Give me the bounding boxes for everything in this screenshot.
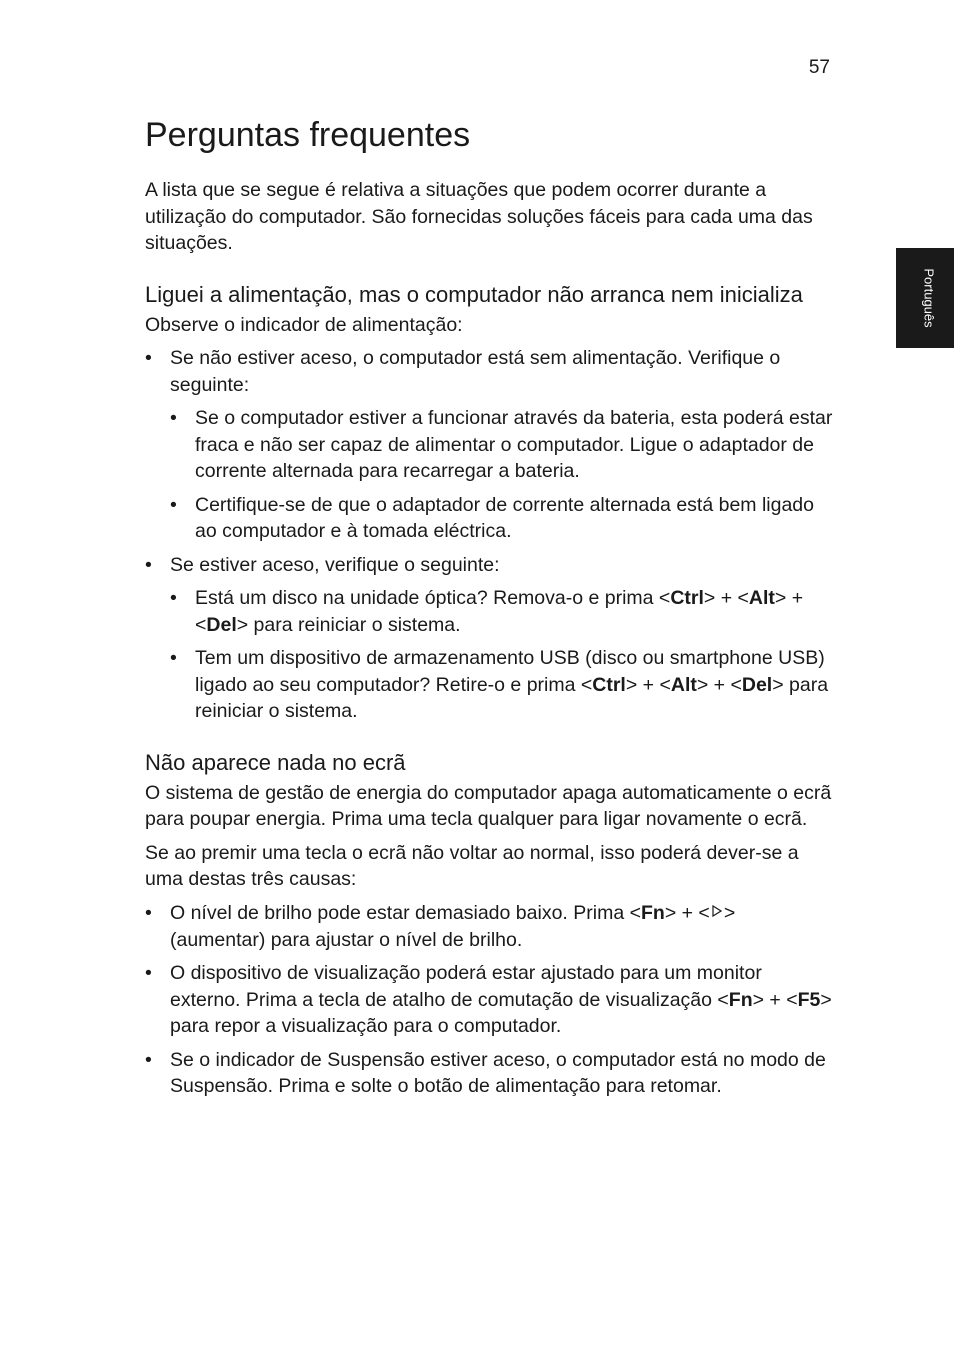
key-fn: Fn [640,901,665,924]
section-heading-blank-screen: Não aparece nada no ecrã [145,749,406,775]
list-item [145,552,835,725]
section-paragraph: Se ao premir uma tecla o ecrã não voltar ao normal, isso poderá dever-se a uma destas três causas: [145,841,799,890]
section-paragraph: O sistema de gestão de energia do computador apaga automaticamente o ecrã para poupar energia. Prima uma tecla qualquer para ligar novamente o ecrã. [145,781,832,830]
text-segment: Está um disco na unidade óptica? Remova-o e prima < [195,587,671,609]
list-item-text: Se o computador estiver a funcionar através da bateria, esta poderá estar fraca e não ser capaz de alimentar o computador. Ligue o adaptador de corrente alternada para recarregar a bateria. [195,407,833,482]
list-item [170,492,835,545]
list-item [170,405,835,485]
bullet-icon: • [145,962,152,985]
text-segment: > para repor a visualização para o computador. [170,988,832,1038]
text-segment: > + < [703,587,749,609]
key-ctrl: Ctrl [592,673,626,696]
list-item-text: Se não estiver aceso, o computador está sem alimentação. Verifique o seguinte: [170,347,781,396]
list-item-text: Se o indicador de Suspensão estiver aceso, o computador está no modo de Suspensão. Prima e solte o botão de alimentação para retomar. [170,1048,826,1098]
list-item [145,960,835,1040]
bullet-icon: • [145,347,152,369]
list-item [145,900,835,954]
list-item [145,1047,835,1100]
bullet-icon: • [170,493,177,516]
sub-bullet-list [170,585,835,725]
text-segment: > + < [625,673,671,696]
bullet-icon: • [145,553,152,576]
language-side-tab [896,248,954,348]
language-label: Português [921,268,937,328]
text-segment: > para reiniciar o sistema. [236,613,461,636]
list-item-text: Certifique-se de que o adaptador de corrente alternada está bem ligado ao computador e à tomada eléctrica. [195,493,814,542]
text-segment: Tem um dispositivo de armazenamento USB (disco ou smartphone USB) ligado ao seu computador? Retire-o e prima < [195,647,825,696]
bullet-list [145,345,835,725]
intro-paragraph: A lista que se segue é relativa a situações que podem ocorrer durante a utilização do computador. São fornecidas soluções fáceis para cada uma das situações. [145,179,813,254]
text-segment: > para reiniciar o sistema. [195,673,829,722]
sub-bullet-list [170,405,835,545]
bullet-icon: • [170,407,177,429]
text-segment: > + < [696,673,742,696]
list-item [170,645,835,725]
list-item-text: Se estiver aceso, verifique o seguinte: [170,553,500,576]
page-title: Perguntas frequentes [145,116,471,154]
text-segment: O dispositivo de visualização poderá estar ajustado para um monitor externo. Prima a tecla de atalho de comutação de visualização < [170,962,762,1011]
text-segment: > (aumentar) para ajustar o nível de brilho. [170,901,736,951]
list-item [170,585,835,638]
list-item [145,345,835,545]
key-fn: Fn [728,988,753,1011]
text-segment: > + < [664,901,710,924]
key-alt: Alt [670,673,697,696]
text-segment: > + < [195,587,804,636]
bullet-icon: • [145,901,152,924]
brightness-up-icon [712,900,722,927]
key-f5: F5 [797,988,821,1011]
key-del: Del [741,673,773,696]
bullet-list [145,900,835,1100]
bullet-icon: • [170,587,177,609]
bullet-icon: • [145,1048,152,1071]
document-body [145,112,835,1107]
text-segment: > + < [752,988,798,1011]
bullet-icon: • [170,647,177,669]
section-intro: Observe o indicador de alimentação: [145,313,463,336]
key-del: Del [206,613,237,636]
page-number: 57 [808,57,830,78]
key-ctrl: Ctrl [670,587,704,609]
text-segment: O nível de brilho pode estar demasiado baixo. Prima < [170,901,641,924]
section-heading-no-boot: Liguei a alimentação, mas o computador não arranca nem inicializa [145,281,803,307]
key-alt: Alt [748,587,775,609]
